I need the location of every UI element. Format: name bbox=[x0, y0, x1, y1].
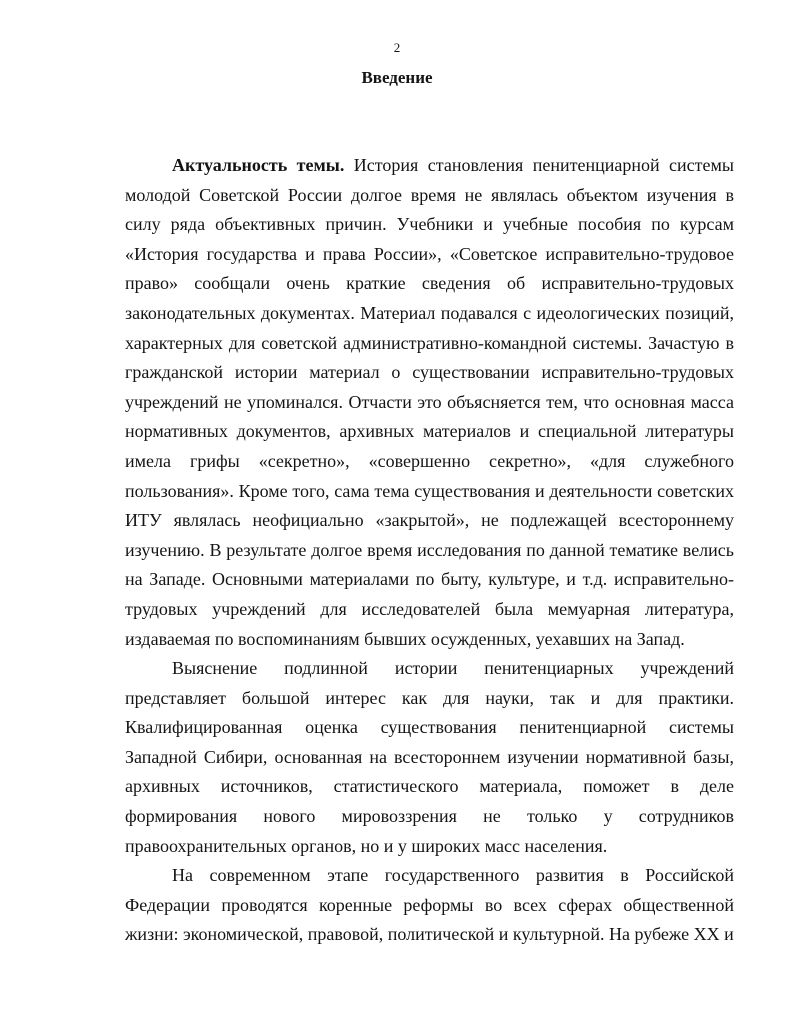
page-number: 2 bbox=[393, 40, 401, 55]
paragraph-history bbox=[125, 654, 734, 861]
paragraph-relevance bbox=[125, 151, 734, 654]
section-heading: Введение bbox=[361, 68, 433, 87]
body-text bbox=[125, 151, 734, 950]
paragraph-text: На современном этапе государственного развития в Российской Федерации проводятся коренные реформы во всех сферах общественной жизни: экономической, правовой, политической и культурной. На рубеже XX и bbox=[125, 865, 734, 945]
paragraph-text: История становления пенитенциарной системы молодой Советской России долгое время не являлась объектом изучения в силу ряда объективных причин. Учебники и учебные пособия по курсам «История государства и права России», «Советское исправительно-трудовое право» сообщали очень краткие сведения об исправительно-трудовых законодательных документах. Материал подавался с идеологических позиций, характерных для советской административно-командной системы. Зачастую в гражданской истории материал о существовании исправительно-трудовых учреждений не упоминался. Отчасти это объясняется тем, что основная масса нормативных документов, архивных материалов и специальной литературы имела грифы «секретно», «совершенно секретно», «для служебного пользования». Кроме того, сама тема существования и деятельности советских ИТУ являлась неофициально «закрытой», не подлежащей всестороннему изучению. В результате долгое время исследования по данной тематике велись на Западе. Основными материалами по быту, культуре, и т.д. исправительно-трудовых учреждений для исследователей была мемуарная литература, издаваемая по воспоминаниям бывших осужденных, уехавших на Запад. bbox=[125, 155, 734, 649]
paragraph-lead: Актуальность темы. bbox=[172, 155, 345, 175]
paragraph-reforms bbox=[125, 861, 734, 950]
paragraph-text: Выяснение подлинной истории пенитенциарных учреждений представляет большой интерес как для науки, так и для практики. Квалифицированная оценка существования пенитенциарной системы Западной Сибири, основанная на всестороннем изучении нормативной базы, архивных источников, статистического материала, поможет в деле формирования нового мировоззрения не только у сотрудников правоохранительных органов, но и у широких масс населения. bbox=[125, 658, 734, 856]
